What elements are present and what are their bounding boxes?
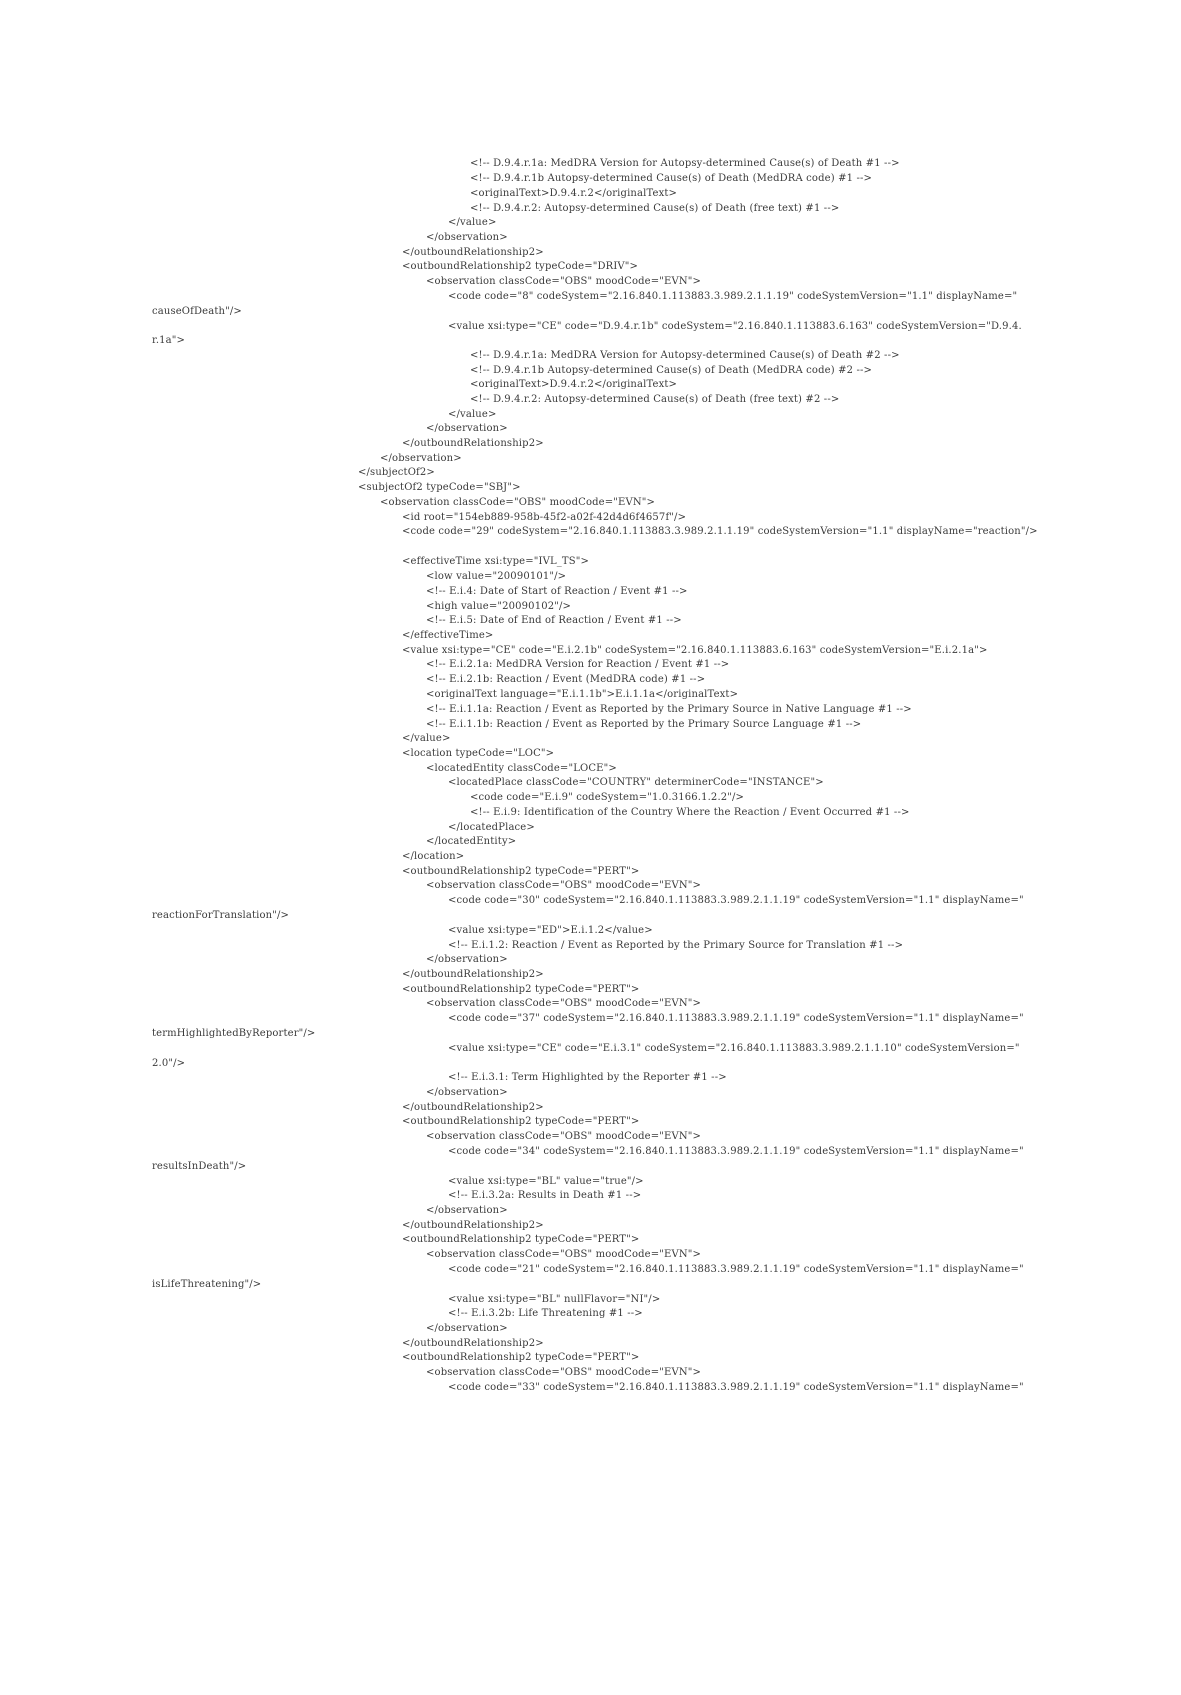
- code-line: <id root="154eb889-958b-45f2-a02f-42d4d6f4657f"/>: [402, 512, 687, 523]
- code-line: </outboundRelationship2>: [402, 969, 544, 980]
- code-line: <observation classCode="OBS" moodCode="EVN">: [426, 276, 702, 287]
- code-line: 2.0"/>: [152, 1058, 186, 1069]
- code-line: <outboundRelationship2 typeCode="DRIV">: [402, 261, 639, 272]
- code-line: <!-- E.i.1.1b: Reaction / Event as Reported by the Primary Source Language #1 -->: [426, 719, 862, 730]
- code-line: termHighlightedByReporter"/>: [152, 1028, 316, 1039]
- code-line: <observation classCode="OBS" moodCode="EVN">: [380, 497, 656, 508]
- code-line: <code code="33" codeSystem="2.16.840.1.113883.3.989.2.1.1.19" codeSystemVersion="1.1" displayName=": [448, 1382, 1024, 1393]
- code-line: causeOfDeath"/>: [152, 306, 242, 317]
- code-line: <observation classCode="OBS" moodCode="EVN">: [426, 1249, 702, 1260]
- code-line: isLifeThreatening"/>: [152, 1279, 262, 1290]
- code-line: <outboundRelationship2 typeCode="PERT">: [402, 1116, 640, 1127]
- code-line: <code code="21" codeSystem="2.16.840.1.113883.3.989.2.1.1.19" codeSystemVersion="1.1" displayName=": [448, 1264, 1024, 1275]
- code-line: <!-- E.i.9: Identification of the Country Where the Reaction / Event Occurred #1 -->: [470, 807, 910, 818]
- code-line: <originalText>D.9.4.r.2</originalText>: [470, 188, 678, 199]
- code-line: <outboundRelationship2 typeCode="PERT">: [402, 1352, 640, 1363]
- code-line: <observation classCode="OBS" moodCode="EVN">: [426, 1131, 702, 1142]
- code-line: <value xsi:type="BL" nullFlavor="NI"/>: [448, 1294, 661, 1305]
- code-line: <value xsi:type="CE" code="E.i.2.1b" codeSystem="2.16.840.1.113883.6.163" codeSystemVersion="E.i.2.1a">: [402, 645, 988, 656]
- code-line: <!-- E.i.3.1: Term Highlighted by the Reporter #1 -->: [448, 1072, 727, 1083]
- code-line: <code code="30" codeSystem="2.16.840.1.113883.3.989.2.1.1.19" codeSystemVersion="1.1" displayName=": [448, 895, 1024, 906]
- code-line: <!-- E.i.1.1a: Reaction / Event as Reported by the Primary Source in Native Language #1 -->: [426, 704, 912, 715]
- code-line: <value xsi:type="BL" value="true"/>: [448, 1176, 644, 1187]
- code-line: </outboundRelationship2>: [402, 1220, 544, 1231]
- code-line: </observation>: [426, 232, 508, 243]
- code-line: <outboundRelationship2 typeCode="PERT">: [402, 1234, 640, 1245]
- code-line: <outboundRelationship2 typeCode="PERT">: [402, 984, 640, 995]
- code-line: <value xsi:type="CE" code="D.9.4.r.1b" codeSystem="2.16.840.1.113883.6.163" codeSystemVersion="D.9.4.: [448, 321, 1022, 332]
- code-line: <originalText>D.9.4.r.2</originalText>: [470, 379, 678, 390]
- code-line: <locatedPlace classCode="COUNTRY" determinerCode="INSTANCE">: [448, 777, 824, 788]
- code-line: <!-- D.9.4.r.2: Autopsy-determined Cause(s) of Death (free text) #1 -->: [470, 203, 840, 214]
- code-line: <!-- E.i.3.2a: Results in Death #1 -->: [448, 1190, 642, 1201]
- code-line: </location>: [402, 851, 465, 862]
- code-line: <!-- D.9.4.r.1b Autopsy-determined Cause(s) of Death (MedDRA code) #1 -->: [470, 173, 873, 184]
- code-line: <value xsi:type="ED">E.i.1.2</value>: [448, 925, 653, 936]
- code-line: <observation classCode="OBS" moodCode="EVN">: [426, 880, 702, 891]
- code-line: <observation classCode="OBS" moodCode="EVN">: [426, 998, 702, 1009]
- code-line: <!-- E.i.1.2: Reaction / Event as Reported by the Primary Source for Translation #1 -->: [448, 940, 904, 951]
- code-line: <observation classCode="OBS" moodCode="EVN">: [426, 1367, 702, 1378]
- code-line: <subjectOf2 typeCode="SBJ">: [358, 482, 521, 493]
- code-line: <!-- E.i.2.1b: Reaction / Event (MedDRA code) #1 -->: [426, 674, 706, 685]
- code-line: </outboundRelationship2>: [402, 1338, 544, 1349]
- code-line: </value>: [448, 217, 497, 228]
- code-line: </effectiveTime>: [402, 630, 494, 641]
- code-line: <code code="E.i.9" codeSystem="1.0.3166.1.2.2"/>: [470, 792, 745, 803]
- code-line: </value>: [448, 409, 497, 420]
- code-line: <location typeCode="LOC">: [402, 748, 555, 759]
- code-line: </value>: [402, 733, 451, 744]
- code-line: <code code="34" codeSystem="2.16.840.1.113883.3.989.2.1.1.19" codeSystemVersion="1.1" displayName=": [448, 1146, 1024, 1157]
- code-line: <!-- D.9.4.r.2: Autopsy-determined Cause(s) of Death (free text) #2 -->: [470, 394, 840, 405]
- code-line: <high value="20090102"/>: [426, 601, 572, 612]
- code-line: </observation>: [426, 954, 508, 965]
- code-line: <!-- E.i.2.1a: MedDRA Version for Reaction / Event #1 -->: [426, 659, 730, 670]
- code-line: <effectiveTime xsi:type="IVL_TS">: [402, 556, 590, 567]
- code-line: <code code="29" codeSystem="2.16.840.1.113883.3.989.2.1.1.19" codeSystemVersion="1.1" displayName="reaction"/>: [402, 526, 1038, 537]
- code-line: </observation>: [426, 1087, 508, 1098]
- code-line: <!-- E.i.4: Date of Start of Reaction / Event #1 -->: [426, 586, 688, 597]
- code-line: </observation>: [380, 453, 462, 464]
- code-line: </outboundRelationship2>: [402, 438, 544, 449]
- code-line: </locatedPlace>: [448, 822, 535, 833]
- code-line: <!-- E.i.3.2b: Life Threatening #1 -->: [448, 1308, 643, 1319]
- code-line: <locatedEntity classCode="LOCE">: [426, 763, 617, 774]
- code-line: </subjectOf2>: [358, 467, 435, 478]
- code-line: <!-- D.9.4.r.1b Autopsy-determined Cause(s) of Death (MedDRA code) #2 -->: [470, 365, 873, 376]
- code-line: <!-- E.i.5: Date of End of Reaction / Event #1 -->: [426, 615, 682, 626]
- code-line: <!-- D.9.4.r.1a: MedDRA Version for Autopsy-determined Cause(s) of Death #2 -->: [470, 350, 900, 361]
- code-line: <value xsi:type="CE" code="E.i.3.1" codeSystem="2.16.840.1.113883.3.989.2.1.1.10" codeSystemVersion=": [448, 1043, 1020, 1054]
- code-line: resultsInDeath"/>: [152, 1161, 247, 1172]
- code-line: </locatedEntity>: [426, 836, 517, 847]
- code-line: reactionForTranslation"/>: [152, 910, 290, 921]
- code-line: </observation>: [426, 423, 508, 434]
- code-line: <outboundRelationship2 typeCode="PERT">: [402, 866, 640, 877]
- code-line: </outboundRelationship2>: [402, 1102, 544, 1113]
- code-line: <!-- D.9.4.r.1a: MedDRA Version for Autopsy-determined Cause(s) of Death #1 -->: [470, 158, 900, 169]
- code-line: </observation>: [426, 1323, 508, 1334]
- code-line: <originalText language="E.i.1.1b">E.i.1.1a</originalText>: [426, 689, 739, 700]
- code-line: <code code="37" codeSystem="2.16.840.1.113883.3.989.2.1.1.19" codeSystemVersion="1.1" displayName=": [448, 1013, 1024, 1024]
- code-line: r.1a">: [152, 335, 186, 346]
- code-line: <code code="8" codeSystem="2.16.840.1.113883.3.989.2.1.1.19" codeSystemVersion="1.1" displayName=": [448, 291, 1018, 302]
- code-line: </observation>: [426, 1205, 508, 1216]
- code-line: </outboundRelationship2>: [402, 247, 544, 258]
- code-line: <low value="20090101"/>: [426, 571, 567, 582]
